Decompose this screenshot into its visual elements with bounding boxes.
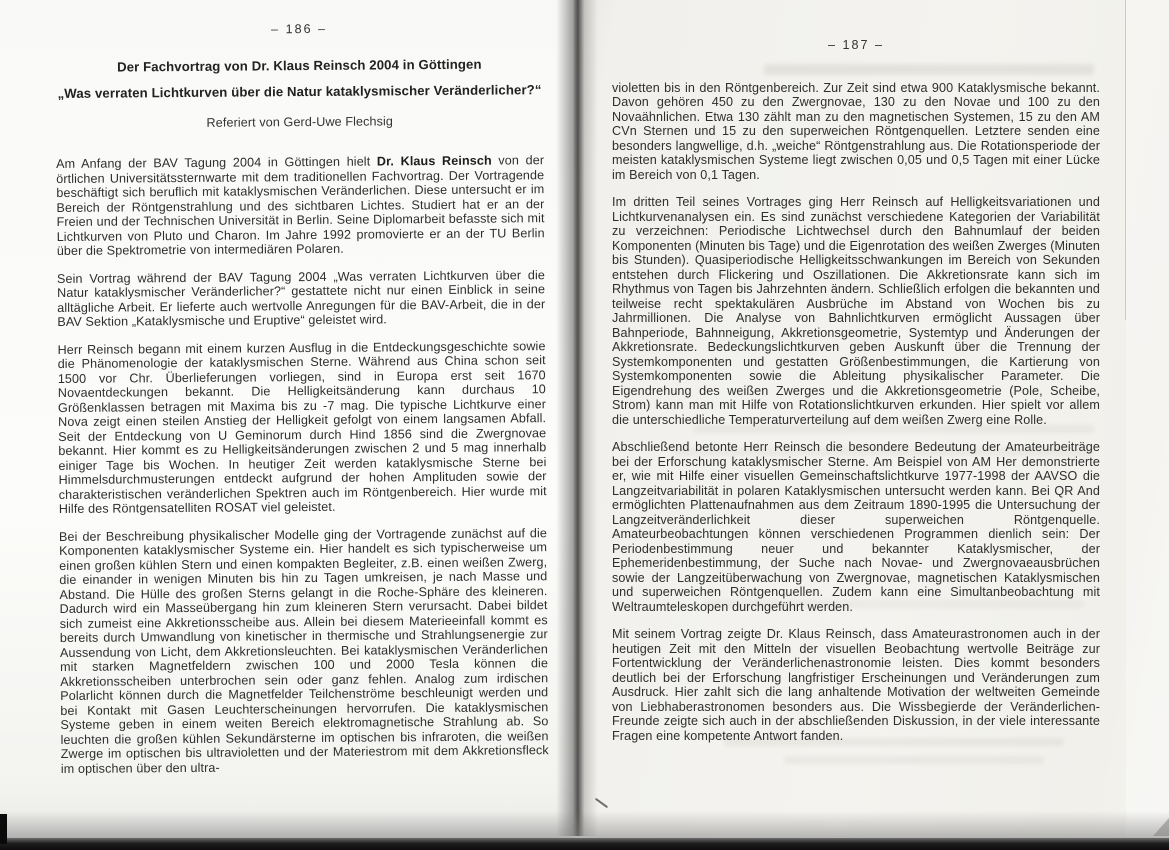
paragraph-intro bbox=[56, 153, 545, 258]
page-187 bbox=[574, 0, 1169, 850]
article-subtitle: „Was verraten Lichtkurven über die Natur kataklysmischer Veränderlicher?“ bbox=[57, 82, 542, 101]
paragraph-amateur-contributions: Abschließend betonte Herr Reinsch die besondere Bedeutung der Amateurbeiträge bei der Erforschung kataklysmischer Sterne. Am Beispiel von AM Her demonstrierte er, wie mit Hilfe einer visuellen Gemeinschaftslichtkurve 1977-1998 der AAVSO die Langzeitvariabilität in polaren Kataklysmischen untersucht werden kann. Bei QR And ermöglichten Plattenaufnahmen aus dem Zeitraum 1890-1995 die Untersuchung der Langzeitveränderlichkeit dieser superweichen Röntgenquelle. Amateurbeobachtungen können verschiedenen Programmen dienlich sein: Der Periodenbestimmung neuer und bekannter Kataklysmischer, der Ephemeridenbestimmung, der Suche nach Novae- und Zwergnovaeausbrüchen sowie der Langzeitüberwachung von Zwergnovae, magnetischen Kataklysmischen und superweichen Röntgenquellen. Zudem kann eine Simultanbeobachtung mit Weltraumteleskopen durchgeführt werden. bbox=[612, 440, 1100, 614]
page-186 bbox=[0, 0, 574, 850]
pen-mark bbox=[595, 798, 608, 808]
paragraph-talk-overview: Sein Vortrag während der BAV Tagung 2004 „Was verraten Lichtkurven über die Natur kataklysmischer Veränderlicher?“ gestattete nicht nur einen Einblick in seine alltägliche Arbeit. Er lieferte auch wertvolle Anregungen für die BAV-Arbeit, die in der BAV Sektion „Kataklysmische und Eruptive“ geleistet wird. bbox=[56, 267, 546, 329]
page-edge-margin bbox=[1126, 0, 1169, 838]
article-byline: Referiert von Gerd-Uwe Flechsig bbox=[206, 113, 394, 130]
scanner-corner-notch bbox=[0, 814, 7, 844]
bleed-through-text bbox=[784, 756, 1044, 764]
page-number-left: – 186 – bbox=[270, 21, 328, 37]
speaker-name-bold: Dr. Klaus Reinsch bbox=[376, 153, 492, 169]
paragraph-conclusion: Mit seinem Vortrag zeigte Dr. Klaus Reinsch, dass Amateurastronomen auch in der heutigen Zeit mit den Mitteln der visuellen Beobachtung wertvolle Beiträge zur Fortentwicklung der Veränderlichenastronomie leisten. Dies kommt besonders deutlich bei der Erforschung langfristiger Erscheinungen und Veränderungen zum Ausdruck. Hier zahlt sich die lang anhaltende Motivation der weltweiten Gemeinde von Liebhaberastronomen besonders aus. Die Wissbegierde der Veränderlichen-Freunde zeigte sich auch in der abschließenden Diskussion, in der viele interessante Fragen eine kompetente Antwort fanden. bbox=[612, 627, 1100, 743]
scanner-bed-strip bbox=[0, 838, 1169, 850]
paragraph-statistics: violetten bis in den Röntgenbereich. Zur Zeit sind etwa 900 Kataklysmische bekannt. Davon gehören 450 zu den Zwergnovae, 130 zu den Novae und 100 zu den Novaähnlichen. Etwa 130 zählt man zu den magnetischen Systemen, 15 zu den AM CVn Sternen und 15 zu den superweichen Röntgenquellen. Letztere senden eine besonders langwellige, d.h. „weiche“ Röntgenstrahlung aus. Die Rotationsperiode der meisten kataklysmischen Systeme liegt zwischen 0,05 und 0,5 Tagen mit einer Lücke im Bereich von 0,1 Tagen. bbox=[612, 80, 1100, 182]
page-number-right: – 187 – bbox=[827, 38, 885, 52]
page-187-content bbox=[612, 38, 1100, 756]
paragraph-lightcurve-analysis: Im dritten Teil seines Vortrages ging Herr Reinsch auf Helligkeitsvariationen und Lichtkurvenanalysen ein. Es sind zunächst verschiedene Kategorien der Variabilität zu verzeichnen: Periodische Lichtwechsel durch den Bahnumlauf der beiden Komponenten (Minuten bis Tage) und die Eigenrotation des weißen Zwerges (Minuten bis Stunden). Quasiperiodische Helligkeitsschwankungen im Bereich von Sekunden entstehen durch Flickering und Oszillationen. Die Akkretionsrate kann sich im Rhythmus von Tagen bis Jahrzehnten ändern. Schließlich erfolgen die bekannten und teilweise recht spektakulären Ausbrüche im Abstand von Wochen bis zu Jahrmillionen. Die Analyse von Bahnlichtkurven ermöglicht Aussagen über Bahnperiode, Bahnneigung, Akkretionsgeometrie, Systemtyp und Änderungen der Akkretionsrate. Bedeckungslichtkurven geben Auskunft über die Trennung der Systemkomponenten und gestatten Größenbestimmungen, die Kartierung von Systemkomponenten sowie die Ableitung physikalischer Parameter. Die Eigendrehung des weißen Zwerges und die Akkretionsgeometrie (Pole, Scheibe, Strom) kann man mit Hilfe von Rotationslichtkurven erkunden. Hier spielt vor allem die unterschiedliche Temperaturverteilung auf dem weißen Zwerg eine Rolle. bbox=[612, 195, 1101, 427]
article-title: Der Fachvortrag von Dr. Klaus Reinsch 2004 in Göttingen bbox=[116, 56, 482, 75]
page-186-content bbox=[55, 20, 549, 789]
paragraph-physical-models: Bei der Beschreibung physikalischer Modelle ging der Vortragende zunächst auf die Komponenten kataklysmischer Systeme ein. Hier handelt es sich typischerweise um einen großen kühlen Stern und einen kompakten Begleiter, z.B. einen weißen Zwerg, die einander in wenigen Minuten bis hin zu Tagen umkreisen, je nach Masse und Abstand. Die Hülle des großen Sterns gelangt in die Roche-Sphäre des kleineren. Dadurch wird ein Masseübergang hin zum kleineren Stern verursacht. Dabei bildet sich zumeist eine Akkretionsscheibe aus. Allein bei diesem Materieeinfall kommt es bereits durch Umwandlung von kinetischer in thermische und Strahlungsenergie zur Aussendung von Licht, dem Akkretionsleuchten. Bei kataklysmischen Veränderlichen mit starken Magnetfeldern zwischen 100 und 2000 Tesla können die Akkretionsscheiben unterbrochen sein oder ganz fehlen. Analog zum irdischen Polarlicht können durch die Magnetfelder Teilchenströme beschleunigt werden und bei Kontakt mit Gasen Leuchterscheinungen hervorrufen. Die kataklysmischen Systeme geben in einem weiten Bereich elektromagnetische Strahlung ab. So leuchten die großen kühlen Sekundärsterne im optischen bis infraroten, die weißen Zwerge im optischen bis ultravioletten und der Materiestrom mit dem Akkretionsfleck im optischen über den ultra- bbox=[58, 525, 549, 776]
page-bottom-shadow bbox=[0, 811, 1169, 839]
paragraph-text: von der örtlichen Universitätssternwarte mit dem traditionellen Fachvortrag. Der Vortragende beschäftigt sich beruflich mit kataklysmischen Veränderlichen. Diese untersucht er im Bereich der Röntgenstrahlung und des sichtbaren Lichtes. Studiert hat er an der Freien und der Technischen Universität in Berlin. Seine Diplomarbeit befasste sich mit Lichtkurven von Pluto und Charon. Im Jahre 1992 promovierte er an der TU Berlin über die Spektrometrie von intermediären Polaren. bbox=[56, 153, 545, 258]
paragraph-text: Am Anfang der BAV Tagung 2004 in Göttingen hielt bbox=[56, 154, 377, 171]
paragraph-history: Herr Reinsch begann mit einem kurzen Ausflug in die Entdeckungsgeschichte sowie die Phänomenologie der kataklysmischen Sterne. Während aus China schon seit 1500 vor Chr. Überlieferungen vorliegen, sind in Europa erst seit 1670 Novaentdeckungen bekannt. Die Helligkeitsänderung kann durchaus 10 Größenklassen betragen mit Maxima bis zu -7 mag. Die typische Lichtkurve einer Nova zeigt einen steilen Anstieg der Helligkeit gefolgt von einem langsamen Abfall. Seit der Entdeckung von U Geminorum durch Hind 1856 sind die Zwergnovae bekannt. Hier kommt es zu Helligkeitsänderungen zwischen 2 und 5 mag innerhalb einiger Tage bis Wochen. In heutiger Zeit werden kataklysmische Sterne bei Himmelsdurchmusterungen entdeckt aufgrund der hohen Amplituden sowie der charakteristischen veränderlichen Spektren auch im Röntgenbereich. Hier wurde mit Hilfe des Röntgensatelliten ROSAT viel geleistet. bbox=[57, 338, 547, 516]
